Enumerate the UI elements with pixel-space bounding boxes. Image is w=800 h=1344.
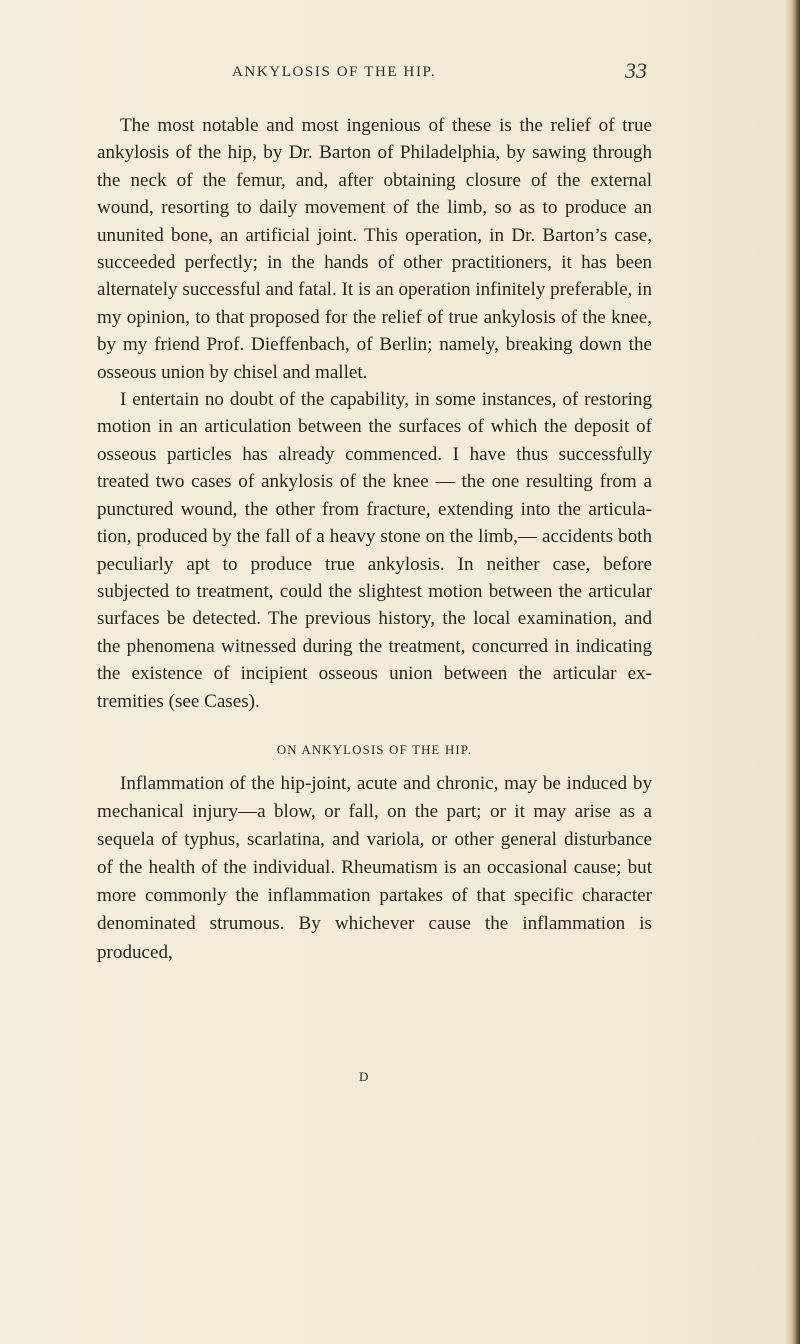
paragraph-restoring-motion: I entertain no doubt of the capability, in some instances, of restoring motion in an articulation between the surfaces of which the deposit of osseous particles has already commenced. I have thus successfully treated two cases of ankylosis of the knee — the one resulting from a punctured wound, the other from fracture, extending into the articulation, produced by the fall of a heavy stone on the limb,— accidents both peculiarly apt to produce true ankylosis. In neither case, before subjected to treatment, could the slightest motion between the articular surfaces be detected. The previous history, the local examination, and the phenomena witnessed during the treatment, concurred in indicating the existence of incipient osseous union between the articular extremities (see Cases). [97, 389, 652, 712]
section-heading: ON ANKYLOSIS OF THE HIP. [276, 742, 473, 757]
page-edge [786, 0, 800, 1344]
paragraph-inflammation: Inflammation of the hip-joint, acute and chronic, may be induced by mechanical injury—a blow, or fall, on the part; or it may arise as a sequela of typhus, scarlatina, and variola, or other general disturbance of the health of the individual. Rheumatism is an occasional cause; but more commonly the inflammation partakes of that specific character denominated strumous. By whichever cause the inflammation is produced, [97, 772, 652, 963]
page-number: 33 [625, 58, 647, 83]
paragraph-barton-operation: The most notable and most ingenious of these is the relief of true ankylosis of the hip, by Dr. Barton of Philadelphia, by sawing through the neck of the femur, and, after obtaining closure of the external wound, resorting to daily movement of the limb, so as to produce an ununited bone, an artificial joint. This operation, in Dr. Barton’s case, succeeded perfectly; in the hands of other practitioners, it has been alternately successful and fatal. It is an operation infinitely preferable, in my opinion, to that proposed for the relief of true ankylosis of the knee, by my friend Prof. Dieffenbach, of Berlin; namely, breaking down the osseous union by chisel and mallet. [97, 115, 652, 383]
signature-mark: D [359, 1069, 369, 1084]
body-text [97, 112, 652, 967]
running-head: ANKYLOSIS OF THE HIP. [232, 64, 437, 80]
